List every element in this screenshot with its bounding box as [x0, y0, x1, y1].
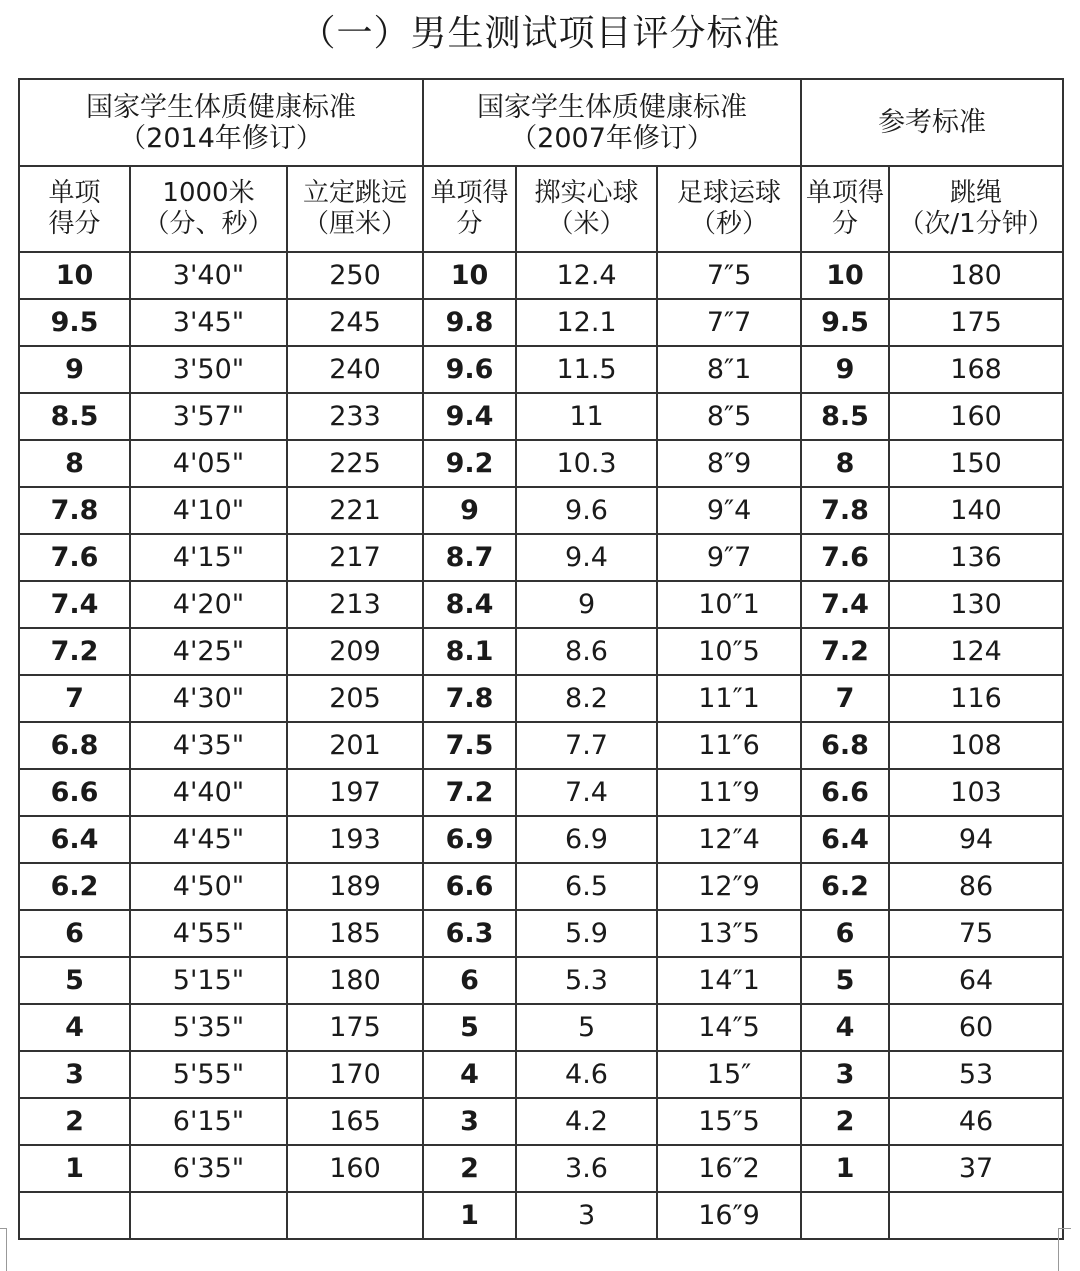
run-time-cell: 6'35" [130, 1145, 287, 1192]
ball-distance-cell: 7.7 [516, 722, 657, 769]
score-a-cell: 10 [19, 252, 130, 299]
football-time-cell: 7″7 [657, 299, 801, 346]
rope-count-cell: 46 [889, 1098, 1063, 1145]
ball-distance-cell: 9.4 [516, 534, 657, 581]
run-time-cell: 4'10" [130, 487, 287, 534]
score-b-cell: 6.6 [423, 863, 516, 910]
ball-distance-cell: 11 [516, 393, 657, 440]
col-header-run-line1: 1000米 [162, 178, 255, 208]
run-time-cell: 5'35" [130, 1004, 287, 1051]
jump-distance-cell: 185 [287, 910, 423, 957]
score-b-cell: 3 [423, 1098, 516, 1145]
table-row [19, 252, 1063, 299]
col-header-score-c [801, 166, 889, 252]
jump-distance-cell: 245 [287, 299, 423, 346]
jump-distance-cell: 201 [287, 722, 423, 769]
jump-distance-cell: 240 [287, 346, 423, 393]
col-header-score-c-line1: 单项得 [806, 178, 885, 208]
football-time-cell: 9″7 [657, 534, 801, 581]
football-time-cell: 11″6 [657, 722, 801, 769]
score-b-cell: 8.4 [423, 581, 516, 628]
ball-distance-cell: 3.6 [516, 1145, 657, 1192]
jump-distance-cell: 165 [287, 1098, 423, 1145]
jump-distance-cell: 189 [287, 863, 423, 910]
jump-distance-cell: 175 [287, 1004, 423, 1051]
table-row [19, 1145, 1063, 1192]
header-group-2014-line1: 国家学生体质健康标准 [86, 91, 357, 123]
jump-distance-cell: 217 [287, 534, 423, 581]
score-b-cell: 6.3 [423, 910, 516, 957]
run-time-cell: 3'50" [130, 346, 287, 393]
ball-distance-cell: 8.6 [516, 628, 657, 675]
header-group-2014 [19, 79, 423, 166]
rope-count-cell: 150 [889, 440, 1063, 487]
header-group-2007-line2: （2007年修订） [510, 122, 714, 154]
ball-distance-cell: 12.4 [516, 252, 657, 299]
score-c-cell: 4 [801, 1004, 889, 1051]
score-a-cell: 7 [19, 675, 130, 722]
table-row [19, 1098, 1063, 1145]
rope-count-cell: 136 [889, 534, 1063, 581]
col-header-football-dribble [657, 166, 801, 252]
table-row [19, 1051, 1063, 1098]
score-a-cell: 7.6 [19, 534, 130, 581]
header-row-groups [19, 79, 1063, 166]
run-time-cell: 4'05" [130, 440, 287, 487]
run-time-cell: 4'30" [130, 675, 287, 722]
score-c-cell: 9 [801, 346, 889, 393]
ball-distance-cell: 9 [516, 581, 657, 628]
header-group-2014-line2: （2014年修订） [119, 122, 323, 154]
col-header-jump-line1: 立定跳远 [303, 178, 408, 208]
table-row [19, 628, 1063, 675]
jump-distance-cell: 160 [287, 1145, 423, 1192]
col-header-score-b-line2: 分 [456, 209, 483, 239]
football-time-cell: 15″ [657, 1051, 801, 1098]
ball-distance-cell: 8.2 [516, 675, 657, 722]
run-time-cell: 5'55" [130, 1051, 287, 1098]
football-time-cell: 12″9 [657, 863, 801, 910]
score-b-cell: 8.1 [423, 628, 516, 675]
score-a-cell: 6.8 [19, 722, 130, 769]
header-group-2007 [423, 79, 801, 166]
score-c-cell: 7.6 [801, 534, 889, 581]
rope-count-cell: 75 [889, 910, 1063, 957]
table-row [19, 581, 1063, 628]
col-header-standing-jump [287, 166, 423, 252]
table-row [19, 769, 1063, 816]
score-c-cell: 10 [801, 252, 889, 299]
football-time-cell: 10″5 [657, 628, 801, 675]
score-c-cell: 9.5 [801, 299, 889, 346]
score-b-cell: 6 [423, 957, 516, 1004]
col-header-score-c-line2: 分 [832, 209, 859, 239]
col-header-score-b [423, 166, 516, 252]
score-a-cell: 6.2 [19, 863, 130, 910]
score-b-cell: 6.9 [423, 816, 516, 863]
table-row [19, 487, 1063, 534]
header-group-2007-line1: 国家学生体质健康标准 [477, 91, 748, 123]
score-c-cell: 5 [801, 957, 889, 1004]
jump-distance-cell: 250 [287, 252, 423, 299]
table-row [19, 1192, 1063, 1239]
col-header-1000m-run [130, 166, 287, 252]
jump-distance-cell [287, 1192, 423, 1239]
score-c-cell: 2 [801, 1098, 889, 1145]
jump-distance-cell: 205 [287, 675, 423, 722]
rope-count-cell: 180 [889, 252, 1063, 299]
score-a-cell: 4 [19, 1004, 130, 1051]
score-b-cell: 7.5 [423, 722, 516, 769]
ball-distance-cell: 7.4 [516, 769, 657, 816]
run-time-cell: 4'25" [130, 628, 287, 675]
score-a-cell: 6 [19, 910, 130, 957]
score-c-cell: 6.6 [801, 769, 889, 816]
score-b-cell: 8.7 [423, 534, 516, 581]
run-time-cell: 4'15" [130, 534, 287, 581]
football-time-cell: 16″2 [657, 1145, 801, 1192]
table-row [19, 675, 1063, 722]
table-row [19, 346, 1063, 393]
run-time-cell: 6'15" [130, 1098, 287, 1145]
jump-distance-cell: 213 [287, 581, 423, 628]
football-time-cell: 8″5 [657, 393, 801, 440]
score-standard-table [18, 78, 1064, 1240]
football-time-cell: 13″5 [657, 910, 801, 957]
col-header-jump-rope [889, 166, 1063, 252]
score-b-cell: 9 [423, 487, 516, 534]
football-time-cell: 15″5 [657, 1098, 801, 1145]
football-time-cell: 16″9 [657, 1192, 801, 1239]
page-corner-mark-left [0, 1228, 7, 1271]
score-c-cell: 3 [801, 1051, 889, 1098]
jump-distance-cell: 170 [287, 1051, 423, 1098]
score-c-cell: 6.8 [801, 722, 889, 769]
score-c-cell: 8.5 [801, 393, 889, 440]
score-c-cell: 1 [801, 1145, 889, 1192]
run-time-cell [130, 1192, 287, 1239]
rope-count-cell: 168 [889, 346, 1063, 393]
score-a-cell: 8 [19, 440, 130, 487]
rope-count-cell: 60 [889, 1004, 1063, 1051]
score-b-cell: 9.8 [423, 299, 516, 346]
table-row [19, 299, 1063, 346]
score-b-cell: 7.8 [423, 675, 516, 722]
ball-distance-cell: 4.2 [516, 1098, 657, 1145]
score-c-cell: 7 [801, 675, 889, 722]
run-time-cell: 4'40" [130, 769, 287, 816]
jump-distance-cell: 233 [287, 393, 423, 440]
run-time-cell: 5'15" [130, 957, 287, 1004]
run-time-cell: 3'57" [130, 393, 287, 440]
table-row [19, 440, 1063, 487]
rope-count-cell: 116 [889, 675, 1063, 722]
score-a-cell: 2 [19, 1098, 130, 1145]
score-b-cell: 10 [423, 252, 516, 299]
rope-count-cell: 130 [889, 581, 1063, 628]
header-group-reference-label: 参考标准 [878, 107, 987, 138]
ball-distance-cell: 11.5 [516, 346, 657, 393]
jump-distance-cell: 193 [287, 816, 423, 863]
ball-distance-cell: 9.6 [516, 487, 657, 534]
score-c-cell: 7.8 [801, 487, 889, 534]
table-row [19, 393, 1063, 440]
col-header-rope-line2: （次/1分钟） [898, 209, 1054, 239]
run-time-cell: 4'50" [130, 863, 287, 910]
score-c-cell: 7.2 [801, 628, 889, 675]
col-header-football-line1: 足球运球 [677, 178, 782, 208]
football-time-cell: 14″1 [657, 957, 801, 1004]
table-row [19, 722, 1063, 769]
run-time-cell: 4'35" [130, 722, 287, 769]
col-header-run-line2: （分、秒） [143, 209, 274, 239]
jump-distance-cell: 197 [287, 769, 423, 816]
table-row [19, 863, 1063, 910]
score-a-cell: 8.5 [19, 393, 130, 440]
score-c-cell: 6.4 [801, 816, 889, 863]
rope-count-cell: 108 [889, 722, 1063, 769]
run-time-cell: 4'55" [130, 910, 287, 957]
ball-distance-cell: 6.9 [516, 816, 657, 863]
score-a-cell: 6.4 [19, 816, 130, 863]
rope-count-cell: 86 [889, 863, 1063, 910]
col-header-ball-line1: 掷实心球 [534, 178, 639, 208]
score-b-cell: 5 [423, 1004, 516, 1051]
score-b-cell: 4 [423, 1051, 516, 1098]
table-row [19, 534, 1063, 581]
score-a-cell: 7.8 [19, 487, 130, 534]
score-b-cell: 9.6 [423, 346, 516, 393]
ball-distance-cell: 10.3 [516, 440, 657, 487]
football-time-cell: 14″5 [657, 1004, 801, 1051]
football-time-cell: 7″5 [657, 252, 801, 299]
rope-count-cell [889, 1192, 1063, 1239]
score-c-cell: 8 [801, 440, 889, 487]
score-c-cell: 7.4 [801, 581, 889, 628]
rope-count-cell: 175 [889, 299, 1063, 346]
rope-count-cell: 94 [889, 816, 1063, 863]
run-time-cell: 4'20" [130, 581, 287, 628]
score-b-cell: 7.2 [423, 769, 516, 816]
score-c-cell [801, 1192, 889, 1239]
score-b-cell: 9.4 [423, 393, 516, 440]
jump-distance-cell: 221 [287, 487, 423, 534]
rope-count-cell: 64 [889, 957, 1063, 1004]
jump-distance-cell: 180 [287, 957, 423, 1004]
rope-count-cell: 140 [889, 487, 1063, 534]
col-header-score-a-line2: 得分 [48, 209, 101, 239]
score-c-cell: 6 [801, 910, 889, 957]
football-time-cell: 10″1 [657, 581, 801, 628]
col-header-score-a [19, 166, 130, 252]
col-header-ball-line2: （米） [547, 209, 626, 239]
ball-distance-cell: 3 [516, 1192, 657, 1239]
score-a-cell: 7.4 [19, 581, 130, 628]
score-b-cell: 2 [423, 1145, 516, 1192]
score-a-cell: 1 [19, 1145, 130, 1192]
header-row-columns [19, 166, 1063, 252]
run-time-cell: 3'40" [130, 252, 287, 299]
football-time-cell: 11″9 [657, 769, 801, 816]
score-a-cell: 5 [19, 957, 130, 1004]
rope-count-cell: 160 [889, 393, 1063, 440]
col-header-score-a-line1: 单项 [48, 178, 101, 208]
football-time-cell: 11″1 [657, 675, 801, 722]
score-a-cell: 9.5 [19, 299, 130, 346]
header-group-reference [801, 79, 1063, 166]
score-b-cell: 9.2 [423, 440, 516, 487]
col-header-medicine-ball [516, 166, 657, 252]
football-time-cell: 9″4 [657, 487, 801, 534]
rope-count-cell: 124 [889, 628, 1063, 675]
jump-distance-cell: 209 [287, 628, 423, 675]
col-header-jump-line2: （厘米） [303, 209, 408, 239]
football-time-cell: 8″9 [657, 440, 801, 487]
run-time-cell: 3'45" [130, 299, 287, 346]
col-header-score-b-line1: 单项得 [430, 178, 509, 208]
score-a-cell: 6.6 [19, 769, 130, 816]
table-row [19, 957, 1063, 1004]
run-time-cell: 4'45" [130, 816, 287, 863]
rope-count-cell: 103 [889, 769, 1063, 816]
ball-distance-cell: 5 [516, 1004, 657, 1051]
score-a-cell [19, 1192, 130, 1239]
football-time-cell: 12″4 [657, 816, 801, 863]
ball-distance-cell: 5.9 [516, 910, 657, 957]
rope-count-cell: 37 [889, 1145, 1063, 1192]
table-row [19, 910, 1063, 957]
score-a-cell: 9 [19, 346, 130, 393]
ball-distance-cell: 5.3 [516, 957, 657, 1004]
ball-distance-cell: 4.6 [516, 1051, 657, 1098]
score-c-cell: 6.2 [801, 863, 889, 910]
jump-distance-cell: 225 [287, 440, 423, 487]
ball-distance-cell: 6.5 [516, 863, 657, 910]
football-time-cell: 8″1 [657, 346, 801, 393]
table-row [19, 816, 1063, 863]
ball-distance-cell: 12.1 [516, 299, 657, 346]
col-header-rope-line1: 跳绳 [950, 178, 1003, 208]
page-title: （一）男生测试项目评分标准 [299, 13, 781, 54]
score-a-cell: 3 [19, 1051, 130, 1098]
rope-count-cell: 53 [889, 1051, 1063, 1098]
page-corner-mark-right [1058, 1228, 1071, 1271]
table-row [19, 1004, 1063, 1051]
cropped-previous-line [470, 0, 590, 4]
col-header-football-line2: （秒） [690, 209, 769, 239]
score-a-cell: 7.2 [19, 628, 130, 675]
score-b-cell: 1 [423, 1192, 516, 1239]
